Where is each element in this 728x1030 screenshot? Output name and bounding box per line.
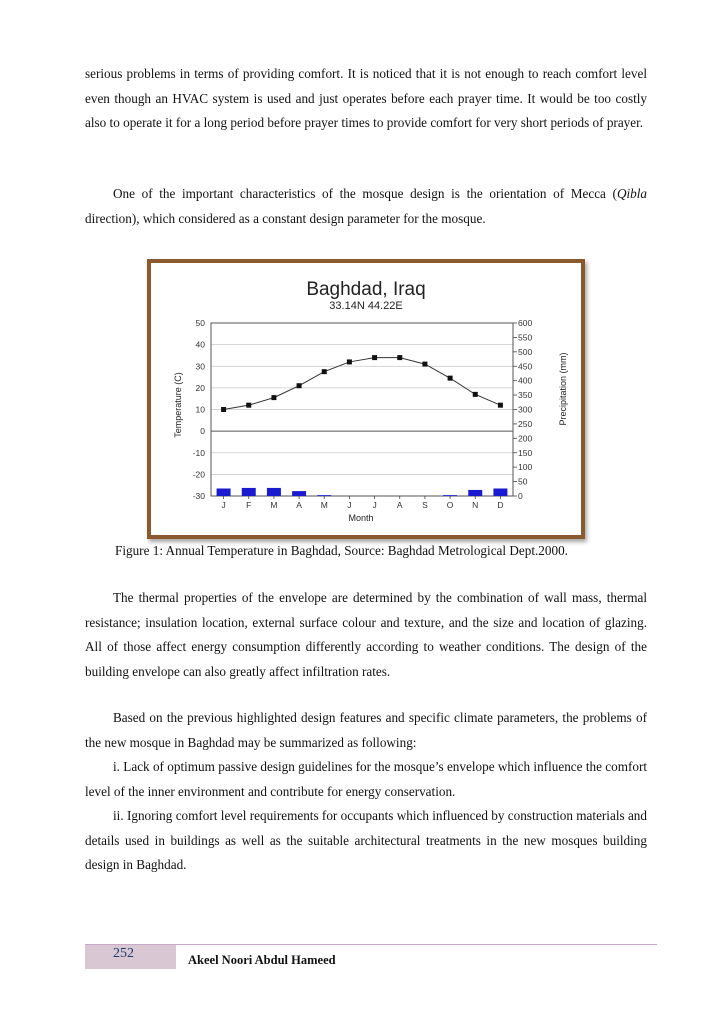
y-left-tick-label: 50 bbox=[195, 318, 205, 328]
temperature-point bbox=[221, 407, 226, 412]
x-tick-label: J bbox=[221, 500, 226, 510]
temperature-point bbox=[422, 362, 427, 367]
temperature-point bbox=[473, 392, 478, 397]
y-right-tick-label: 400 bbox=[518, 375, 533, 386]
y-left-tick-label: -10 bbox=[192, 447, 205, 458]
precip-bar bbox=[292, 491, 306, 496]
y-left-label: Temperature (C) bbox=[173, 372, 183, 438]
paragraph-comfort: serious problems in terms of providing comfort. It is noticed that it is not enough to reach comfort level even though an HVAC system is used and just operates before each prayer time. It would be too costly also to operate it for a long period before prayer times to provide comfort for very short periods of prayer. bbox=[85, 66, 647, 131]
x-tick-label: M bbox=[320, 500, 328, 510]
y-right-tick-label: 150 bbox=[518, 447, 533, 458]
temperature-point bbox=[297, 383, 302, 388]
list-item-i: i. Lack of optimum passive design guidelines for the mosque’s envelope which influence the comfort level of the inner environment and contribute for energy conservation. bbox=[85, 759, 647, 799]
y-right-tick-label: 100 bbox=[518, 462, 533, 473]
x-tick-label: S bbox=[422, 500, 428, 510]
y-right-tick-label: 0 bbox=[518, 491, 523, 501]
chart-title: Baghdad, Iraq bbox=[306, 279, 426, 300]
temperature-point bbox=[271, 395, 276, 400]
y-right-tick-label: 550 bbox=[518, 332, 533, 343]
figure-caption: Figure 1: Annual Temperature in Baghdad, Source: Baghdad Metrological Dept.2000. bbox=[115, 543, 568, 558]
y-left-tick-label: 40 bbox=[195, 339, 205, 350]
precip-bar bbox=[443, 495, 457, 496]
page-number: 252 bbox=[85, 945, 176, 969]
x-tick-label: A bbox=[396, 500, 403, 510]
y-right-tick-label: 500 bbox=[518, 346, 533, 357]
precip-bar bbox=[242, 488, 256, 496]
y-right-label: Precipitation (mm) bbox=[558, 352, 568, 426]
x-tick-label: F bbox=[246, 500, 252, 510]
y-right-tick-label: 350 bbox=[518, 390, 533, 401]
temperature-point bbox=[498, 403, 503, 408]
temperature-point bbox=[246, 403, 251, 408]
climate-chart-frame bbox=[147, 259, 585, 539]
x-tick-label: A bbox=[296, 500, 302, 510]
y-right-tick-label: 450 bbox=[518, 361, 533, 372]
chart-subtitle: 33.14N 44.22E bbox=[329, 300, 403, 312]
x-tick-label: J bbox=[372, 500, 377, 510]
climate-chart bbox=[151, 263, 581, 535]
y-right-tick-label: 50 bbox=[518, 476, 528, 487]
y-left-tick-label: -20 bbox=[192, 469, 205, 480]
precip-bar bbox=[468, 490, 482, 496]
list-item-ii: ii. Ignoring comfort level requirements for occupants which influenced by construction materials and details used in buildings as well as the suitable architectural treatments in the new mosques building design in Baghdad. bbox=[85, 808, 647, 873]
paragraph-thermal: The thermal properties of the envelope are determined by the combination of wall mass, thermal resistance; insulation location, external surface colour and texture, and the size and location of glazing. All of those affect energy consumption differently according to weather conditions. The design of the building envelope can also greatly affect infiltration rates. bbox=[85, 590, 647, 679]
temperature-point bbox=[448, 376, 453, 381]
temperature-point bbox=[347, 359, 352, 364]
y-right-tick-label: 200 bbox=[518, 433, 533, 444]
y-left-tick-label: 20 bbox=[195, 382, 205, 393]
precip-bar bbox=[267, 488, 281, 496]
y-left-tick-label: 30 bbox=[195, 361, 205, 372]
y-left-tick-label: -30 bbox=[192, 491, 205, 501]
temperature-point bbox=[322, 369, 327, 374]
y-right-tick-label: 250 bbox=[518, 418, 533, 429]
temperature-point bbox=[372, 355, 377, 360]
paragraph-qibla-part2: direction), which considered as a constant design parameter for the mosque. bbox=[85, 210, 486, 226]
y-left-tick-label: 0 bbox=[200, 426, 205, 437]
x-tick-label: O bbox=[446, 500, 454, 510]
precip-bar bbox=[217, 489, 231, 496]
precip-bar bbox=[493, 489, 507, 496]
y-right-tick-label: 600 bbox=[518, 318, 533, 328]
x-axis-label: Month bbox=[348, 513, 374, 523]
temperature-point bbox=[397, 355, 402, 360]
paragraph-qibla-part1: One of the important characteristics of the mosque design is the orientation of Mecca ( bbox=[113, 186, 617, 201]
qibla-italic: Qibla bbox=[616, 186, 647, 201]
x-tick-label: M bbox=[270, 500, 278, 510]
y-left-tick-label: 10 bbox=[195, 404, 205, 415]
paragraph-qibla bbox=[85, 182, 647, 231]
x-tick-label: N bbox=[472, 500, 479, 510]
x-tick-label: J bbox=[347, 500, 352, 510]
paragraph-problems-intro: Based on the previous highlighted design features and specific climate parameters, the problems of the new mosque in Baghdad may be summarized as following: bbox=[85, 710, 647, 750]
temperature-line bbox=[224, 358, 501, 410]
x-tick-label: D bbox=[497, 500, 504, 510]
precip-bar bbox=[317, 495, 331, 496]
y-right-tick-label: 300 bbox=[518, 404, 533, 415]
footer-author: Akeel Noori Abdul Hameed bbox=[188, 953, 336, 967]
